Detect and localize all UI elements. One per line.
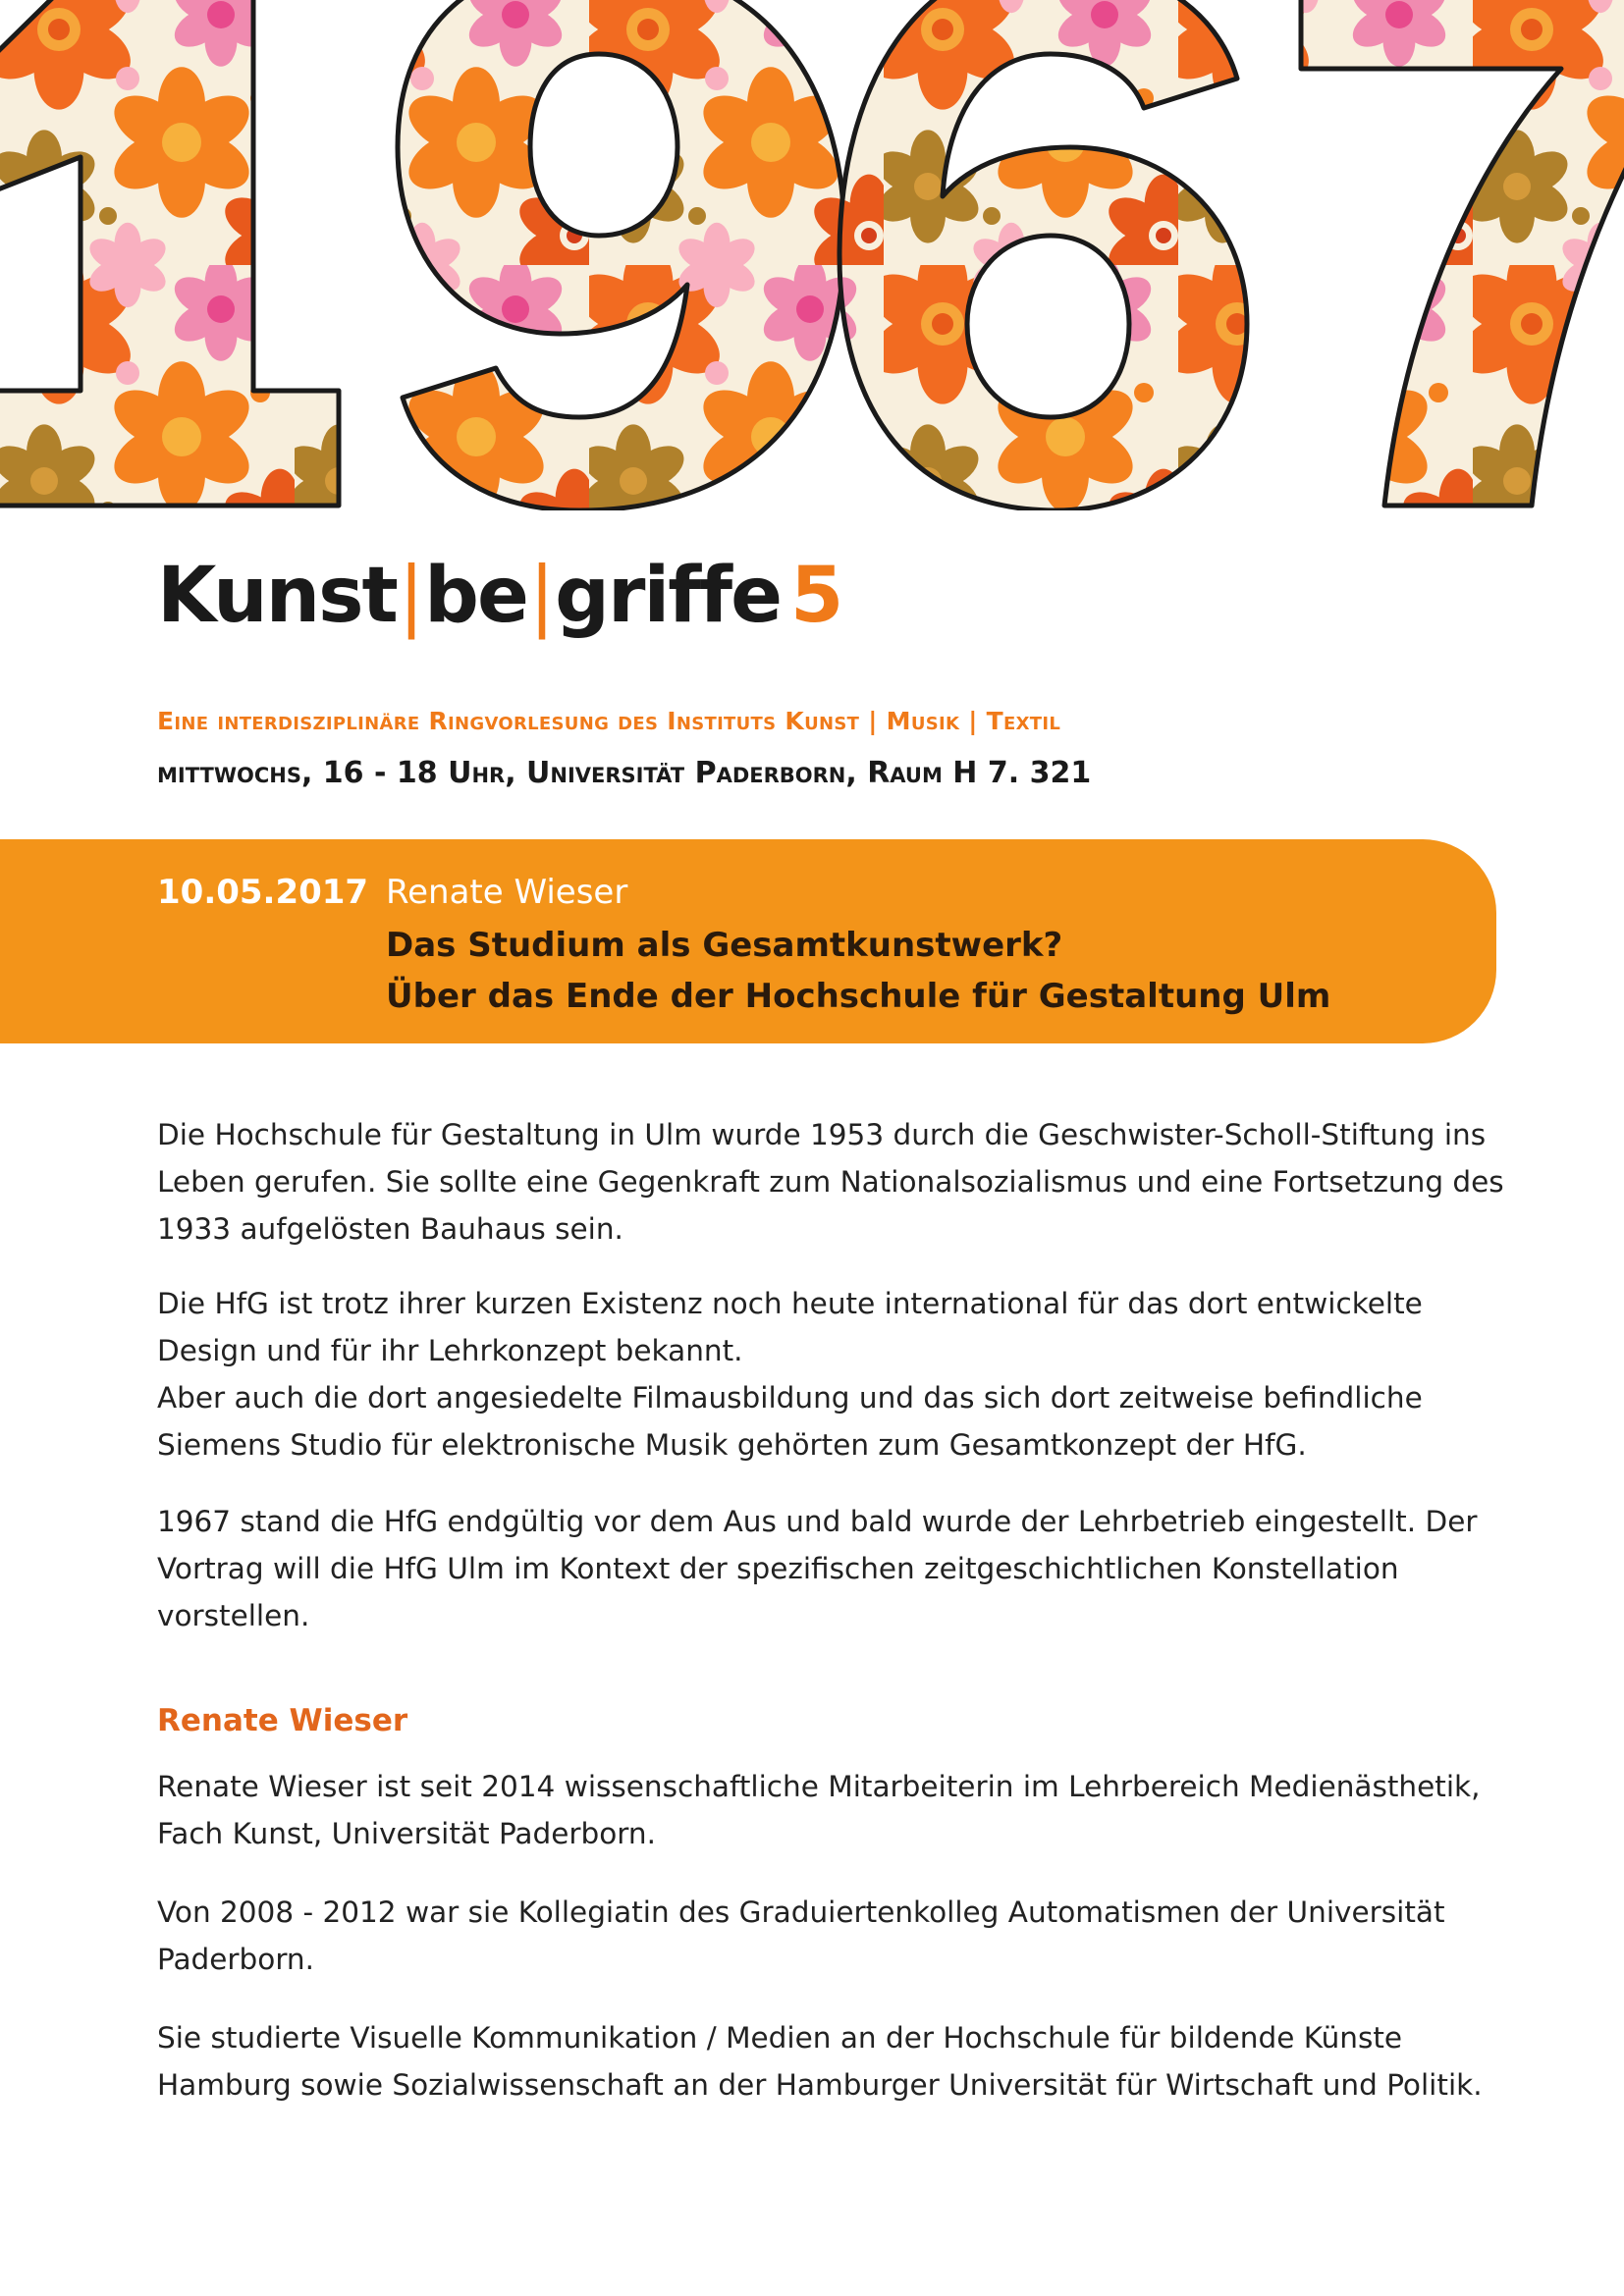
bio-paragraph-1: Renate Wieser ist seit 2014 wissenschaftliche Mitarbeiterin im Lehrbereich Medienästhetik, Fach Kunst, Universität Paderborn. bbox=[157, 1770, 1481, 1850]
digit-9-shape bbox=[398, 0, 844, 510]
abstract-paragraph-2a: Die HfG ist trotz ihrer kurzen Existenz noch heute international für das dort entwickelte Design und für ihr Lehrkonzept bekannt. bbox=[157, 1287, 1423, 1367]
abstract-paragraph-3: 1967 stand die HfG endgültig vor dem Aus und bald wurde der Lehrbetrieb eingestellt. Der Vortrag will die HfG Ulm im Kontext der spezifischen zeitgeschichtlichen Konstellation vorstellen. bbox=[157, 1505, 1478, 1632]
digit-1-shape bbox=[0, 0, 339, 506]
abstract-paragraph-1: Die Hochschule für Gestaltung in Ulm wurde 1953 durch die Geschwister-Scholl-Stiftung ins Leben gerufen. Sie sollte eine Gegenkraft zum Nationalsozialismus und eine Fortsetzung des 1933 aufgelösten Bauhaus sein. bbox=[157, 1118, 1504, 1246]
bio-paragraph-2: Von 2008 - 2012 war sie Kollegiatin des Graduiertenkolleg Automatismen der Universität Paderborn. bbox=[157, 1896, 1445, 1976]
series-number: 5 bbox=[789, 552, 842, 640]
year-1967-floral-graphic bbox=[0, 0, 1624, 510]
event-date: 10.05.2017 bbox=[157, 873, 369, 912]
talk-title-line-1: Das Studium als Gesamtkunstwerk? bbox=[386, 926, 1063, 965]
event-speaker: Renate Wieser bbox=[386, 873, 628, 912]
series-title bbox=[157, 552, 842, 640]
digit-6-shape bbox=[839, 0, 1247, 510]
bio-paragraph-3: Sie studierte Visuelle Kommunikation / Medien an der Hochschule für bildende Künste Hamburg sowie Sozialwissenschaft an der Hamburger Universität für Wirtschaft und Politik. bbox=[157, 2021, 1483, 2102]
lecture-series-subtitle: Eine interdisziplinäre Ringvorlesung des Instituts Kunst | Musik | Textil bbox=[157, 707, 1061, 735]
series-title-part-3: griffe bbox=[555, 552, 781, 640]
series-title-part-1: Kunst bbox=[157, 552, 397, 640]
schedule-line: mittwochs, 16 - 18 Uhr, Universität Paderborn, Raum H 7. 321 bbox=[157, 756, 1092, 790]
series-title-part-2: be bbox=[424, 552, 527, 640]
series-separator: | bbox=[398, 552, 423, 640]
digit-7-shape bbox=[1301, 0, 1624, 506]
talk-title-line-2: Über das Ende der Hochschule für Gestaltung Ulm bbox=[386, 977, 1331, 1016]
series-separator: | bbox=[528, 552, 554, 640]
event-banner bbox=[0, 839, 1496, 1043]
bio-heading: Renate Wieser bbox=[157, 1703, 408, 1738]
abstract-paragraph-2b: Aber auch die dort angesiedelte Filmausbildung und das sich dort zeitweise befindliche Siemens Studio für elektronische Musik gehörten zum Gesamtkonzept der HfG. bbox=[157, 1381, 1423, 1462]
